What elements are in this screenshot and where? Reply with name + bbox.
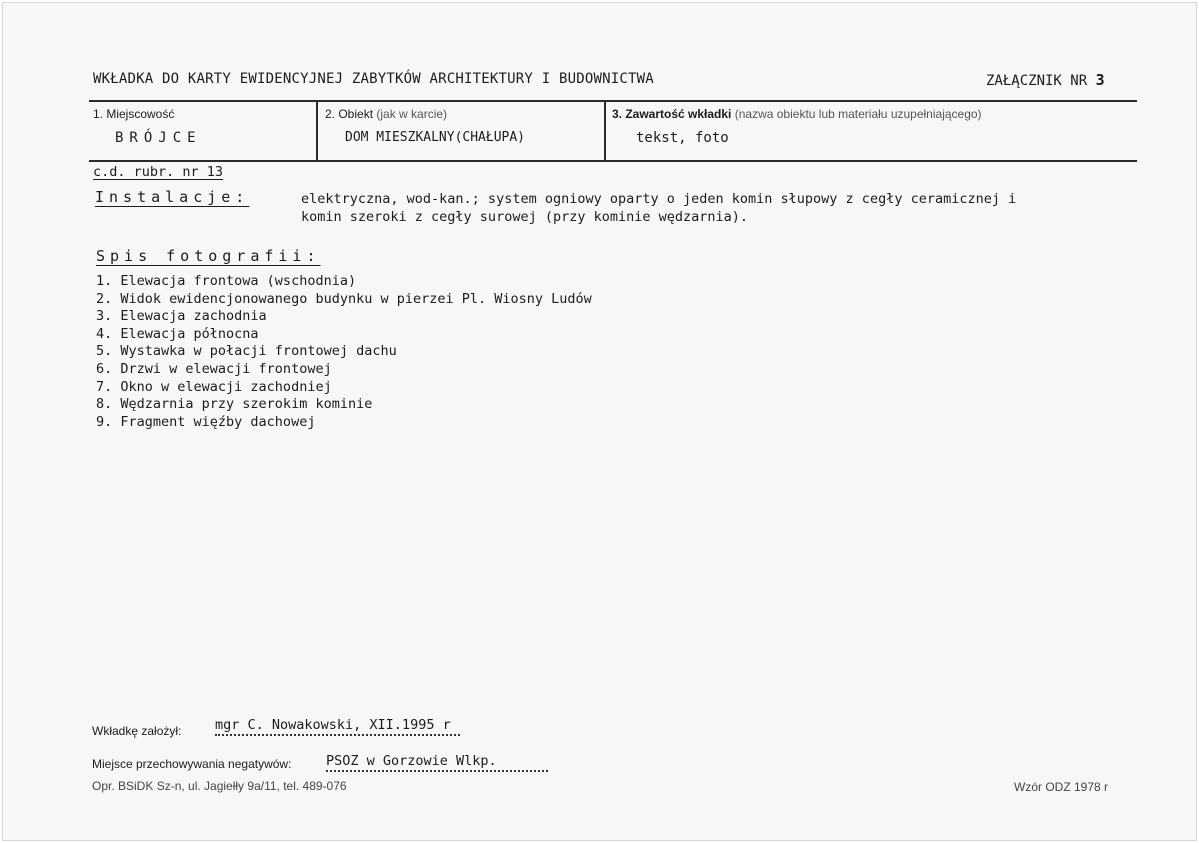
table-bottom-rule: [89, 160, 1137, 162]
list-item: 8. Wędzarnia przy szerokim kominie: [96, 396, 373, 413]
installations-line-2: komin szeroki z cegły surowej (przy kominie wędzarnia).: [301, 209, 749, 225]
table-top-rule: [89, 100, 1137, 102]
installations-text: [301, 190, 1016, 226]
author-value: mgr C. Nowakowski, XII.1995 r: [215, 717, 460, 736]
storage-value: PSOZ w Gorzowie Wlkp.: [326, 753, 548, 772]
printer-info: Opr. BSiDK Sz-n, ul. Jagiełły 9a/11, tel. 489-076: [92, 779, 347, 793]
contents-value: tekst, foto: [636, 130, 729, 146]
contents-hint: (nazwa obiektu lub materiału uzupełniającego): [734, 107, 982, 121]
annex-number: 3: [1095, 71, 1105, 89]
installations-line-1: elektryczna, wod-kan.; system ogniowy oparty o jeden komin słupowy z cegły ceramicznej i: [301, 191, 1017, 207]
annex-label-text: ZAŁĄCZNIK NR: [986, 73, 1088, 89]
object-label-text: 2. Obiekt: [325, 107, 374, 121]
installations-heading: Instalacje:: [95, 188, 250, 206]
list-item: 1. Elewacja frontowa (wschodnia): [96, 273, 357, 289]
contents-label-text: 3. Zawartość wkładki: [612, 107, 732, 121]
object-hint: (jak w karcie): [376, 107, 448, 121]
list-item: 3. Elewacja zachodnia: [96, 308, 267, 325]
card-title: WKŁADKA DO KARTY EWIDENCYJNEJ ZABYTKÓW ARCHITEKTURY I BUDOWNICTWA: [93, 71, 654, 87]
object-label: [325, 107, 447, 121]
photos-heading: Spis fotografii:: [96, 247, 321, 265]
list-item: 2. Widok ewidencjonowanego budynku w pierzei Pl. Wiosny Ludów: [96, 290, 592, 307]
photo-list: [96, 273, 592, 431]
annex-label: [986, 71, 1105, 89]
record-card: [2, 2, 1197, 841]
place-value: BRÓJCE: [115, 130, 202, 146]
table-divider-1: [316, 101, 318, 160]
object-value: DOM MIESZKALNY(CHAŁUPA): [345, 130, 526, 145]
template-info: Wzór ODZ 1978 r: [1014, 780, 1109, 794]
list-item: 5. Wystawka w połacji frontowej dachu: [96, 343, 397, 360]
author-label: Wkładkę założył:: [92, 724, 182, 738]
place-label: 1. Miejscowość: [93, 107, 175, 121]
list-item: 6. Drzwi w elewacji frontowej: [96, 360, 332, 377]
storage-label: Miejsce przechowywania negatywów:: [92, 757, 292, 771]
table-divider-2: [604, 101, 606, 160]
contents-label: [612, 107, 982, 121]
list-item: 4. Elewacja północna: [96, 325, 259, 342]
list-item: 9. Fragment więźby dachowej: [96, 413, 316, 430]
rubric-reference: c.d. rubr. nr 13: [93, 164, 224, 180]
list-item: 7. Okno w elewacji zachodniej: [96, 378, 332, 395]
